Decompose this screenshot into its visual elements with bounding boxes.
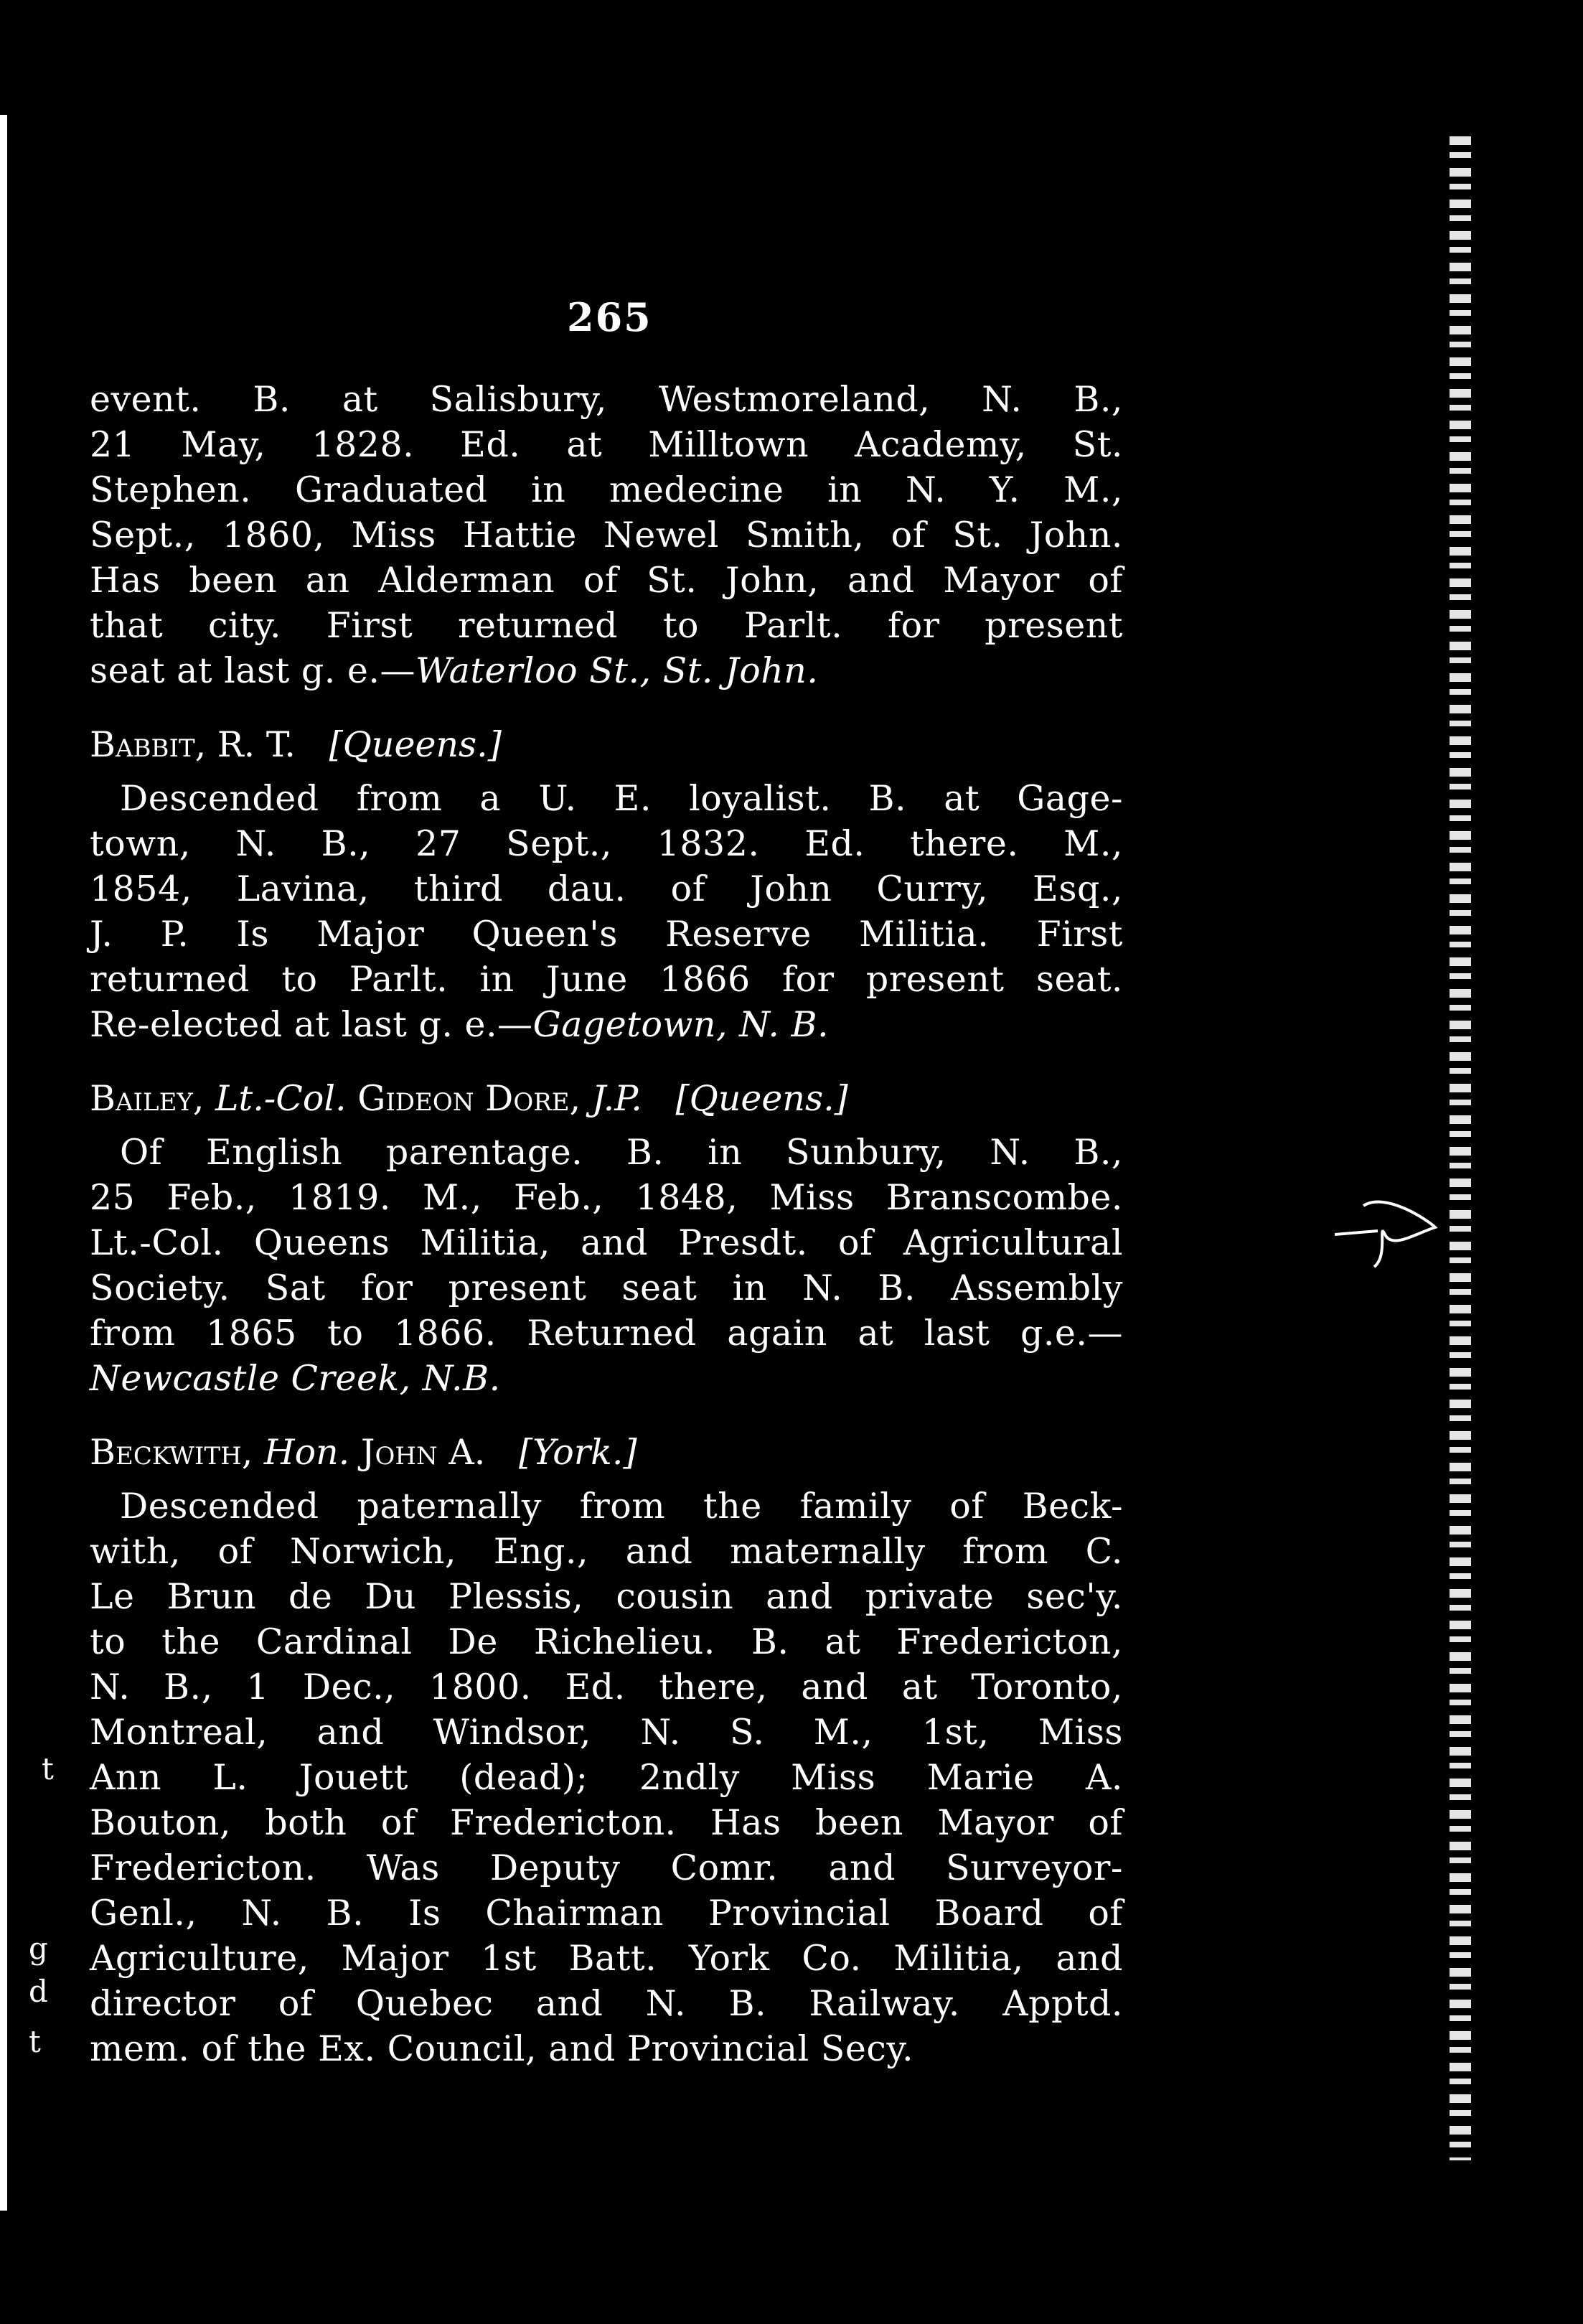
entry-name: Bailey,: [90, 1078, 205, 1119]
page-right-edge: [1450, 136, 1471, 2160]
text-fragment: Re-elected at last g. e.—: [90, 1004, 533, 1045]
entry-heading: [90, 1076, 1123, 1121]
text-line: to the Cardinal De Richelieu. B. at Fredericton,: [90, 1621, 1123, 1662]
text-line: Of English parentage. B. in Sunbury, N. B.,: [120, 1132, 1123, 1173]
page-body: [90, 377, 1123, 2100]
text-line: J. P. Is Major Queen's Reserve Militia. First: [90, 914, 1123, 955]
page-number: 265: [567, 294, 652, 340]
entry-suffix: J.P.: [591, 1078, 642, 1119]
binding-shadow: [29, 122, 75, 2203]
entry-name-rest: Gideon Dore,: [357, 1078, 581, 1119]
text-line: N. B., 1 Dec., 1800. Ed. there, and at Toronto,: [90, 1667, 1123, 1707]
text-line: mem. of the Ex. Council, and Provincial Secy.: [90, 2028, 914, 2069]
pencil-mark-icon: [1335, 1191, 1442, 1270]
text-line: Montreal, and Windsor, N. S. M., 1st, Miss: [90, 1712, 1123, 1753]
text-line: town, N. B., 27 Sept., 1832. Ed. there. M.,: [90, 823, 1123, 864]
text-line: Lt.-Col. Queens Militia, and Presdt. of Agricultural: [90, 1222, 1123, 1263]
entry-title: Lt.-Col.: [215, 1078, 347, 1119]
text-line: Genl., N. B. Is Chairman Provincial Board of: [90, 1893, 1123, 1934]
text-line: Ann L. Jouett (dead); 2ndly Miss Marie A.: [90, 1757, 1123, 1798]
text-line: Le Brun de Du Plessis, cousin and private sec'y.: [90, 1576, 1123, 1617]
text-line: [90, 1002, 1123, 1047]
text-line: Stephen. Graduated in medecine in N. Y. M.,: [90, 469, 1123, 510]
text-line: with, of Norwich, Eng., and maternally from C.: [90, 1531, 1123, 1572]
text-line: Sept., 1860, Miss Hattie Newel Smith, of St. John.: [90, 515, 1123, 556]
text-line: that city. First returned to Parlt. for present: [90, 605, 1123, 646]
entry-heading: [90, 1430, 1123, 1475]
entry-constituency: [Queens.]: [675, 1078, 848, 1119]
margin-letter: d: [29, 1974, 48, 2009]
text-line: Bouton, both of Fredericton. Has been Mayor of: [90, 1802, 1123, 1843]
text-fragment: seat at last g. e.—: [90, 650, 415, 691]
text-line: Agriculture, Major 1st Batt. York Co. Militia, and: [90, 1938, 1123, 1979]
entry-continued: [90, 377, 1123, 693]
address-italic: Newcastle Creek, N.B.: [90, 1358, 501, 1399]
margin-letter: g: [29, 1931, 48, 1966]
text-line: Descended paternally from the family of Beck-: [120, 1486, 1123, 1527]
text-line: 21 May, 1828. Ed. at Milltown Academy, St.: [90, 424, 1123, 465]
text-line: from 1865 to 1866. Returned again at last g.e.—: [90, 1313, 1123, 1354]
text-line: Society. Sat for present seat in N. B. Assembly: [90, 1268, 1123, 1308]
text-line: director of Quebec and N. B. Railway. Apptd.: [90, 1983, 1123, 2024]
margin-letter: t: [42, 1751, 54, 1786]
entry-name: Beckwith,: [90, 1432, 253, 1473]
text-line: Descended from a U. E. loyalist. B. at Gage-: [120, 778, 1123, 819]
text-line: Fredericton. Was Deputy Comr. and Surveyor-: [90, 1847, 1123, 1888]
entry-beckwith: [90, 1430, 1123, 2071]
entry-name-rest: John A.: [360, 1432, 486, 1473]
entry-heading: [90, 722, 1123, 767]
address-italic: Waterloo St., St. John.: [415, 650, 819, 691]
entry-title: Hon.: [263, 1432, 350, 1473]
address-italic: Gagetown, N. B.: [532, 1004, 830, 1045]
entry-bailey: [90, 1076, 1123, 1401]
entry-constituency: [Queens.]: [329, 724, 502, 765]
entry-name: Babbit, R. T.: [90, 724, 296, 765]
text-line: Has been an Alderman of St. John, and Mayor of: [90, 560, 1123, 601]
page-left-edge: [0, 115, 7, 2211]
text-line: 25 Feb., 1819. M., Feb., 1848, Miss Branscombe.: [90, 1177, 1123, 1218]
text-line: 1854, Lavina, third dau. of John Curry, Esq.,: [90, 868, 1123, 909]
entry-constituency: [York.]: [519, 1432, 637, 1473]
text-line: [90, 648, 1123, 693]
text-line: event. B. at Salisbury, Westmoreland, N. B.,: [90, 379, 1123, 420]
margin-letter: t: [29, 2024, 41, 2059]
text-line: returned to Parlt. in June 1866 for present seat.: [90, 959, 1123, 1000]
entry-babbit: [90, 722, 1123, 1047]
